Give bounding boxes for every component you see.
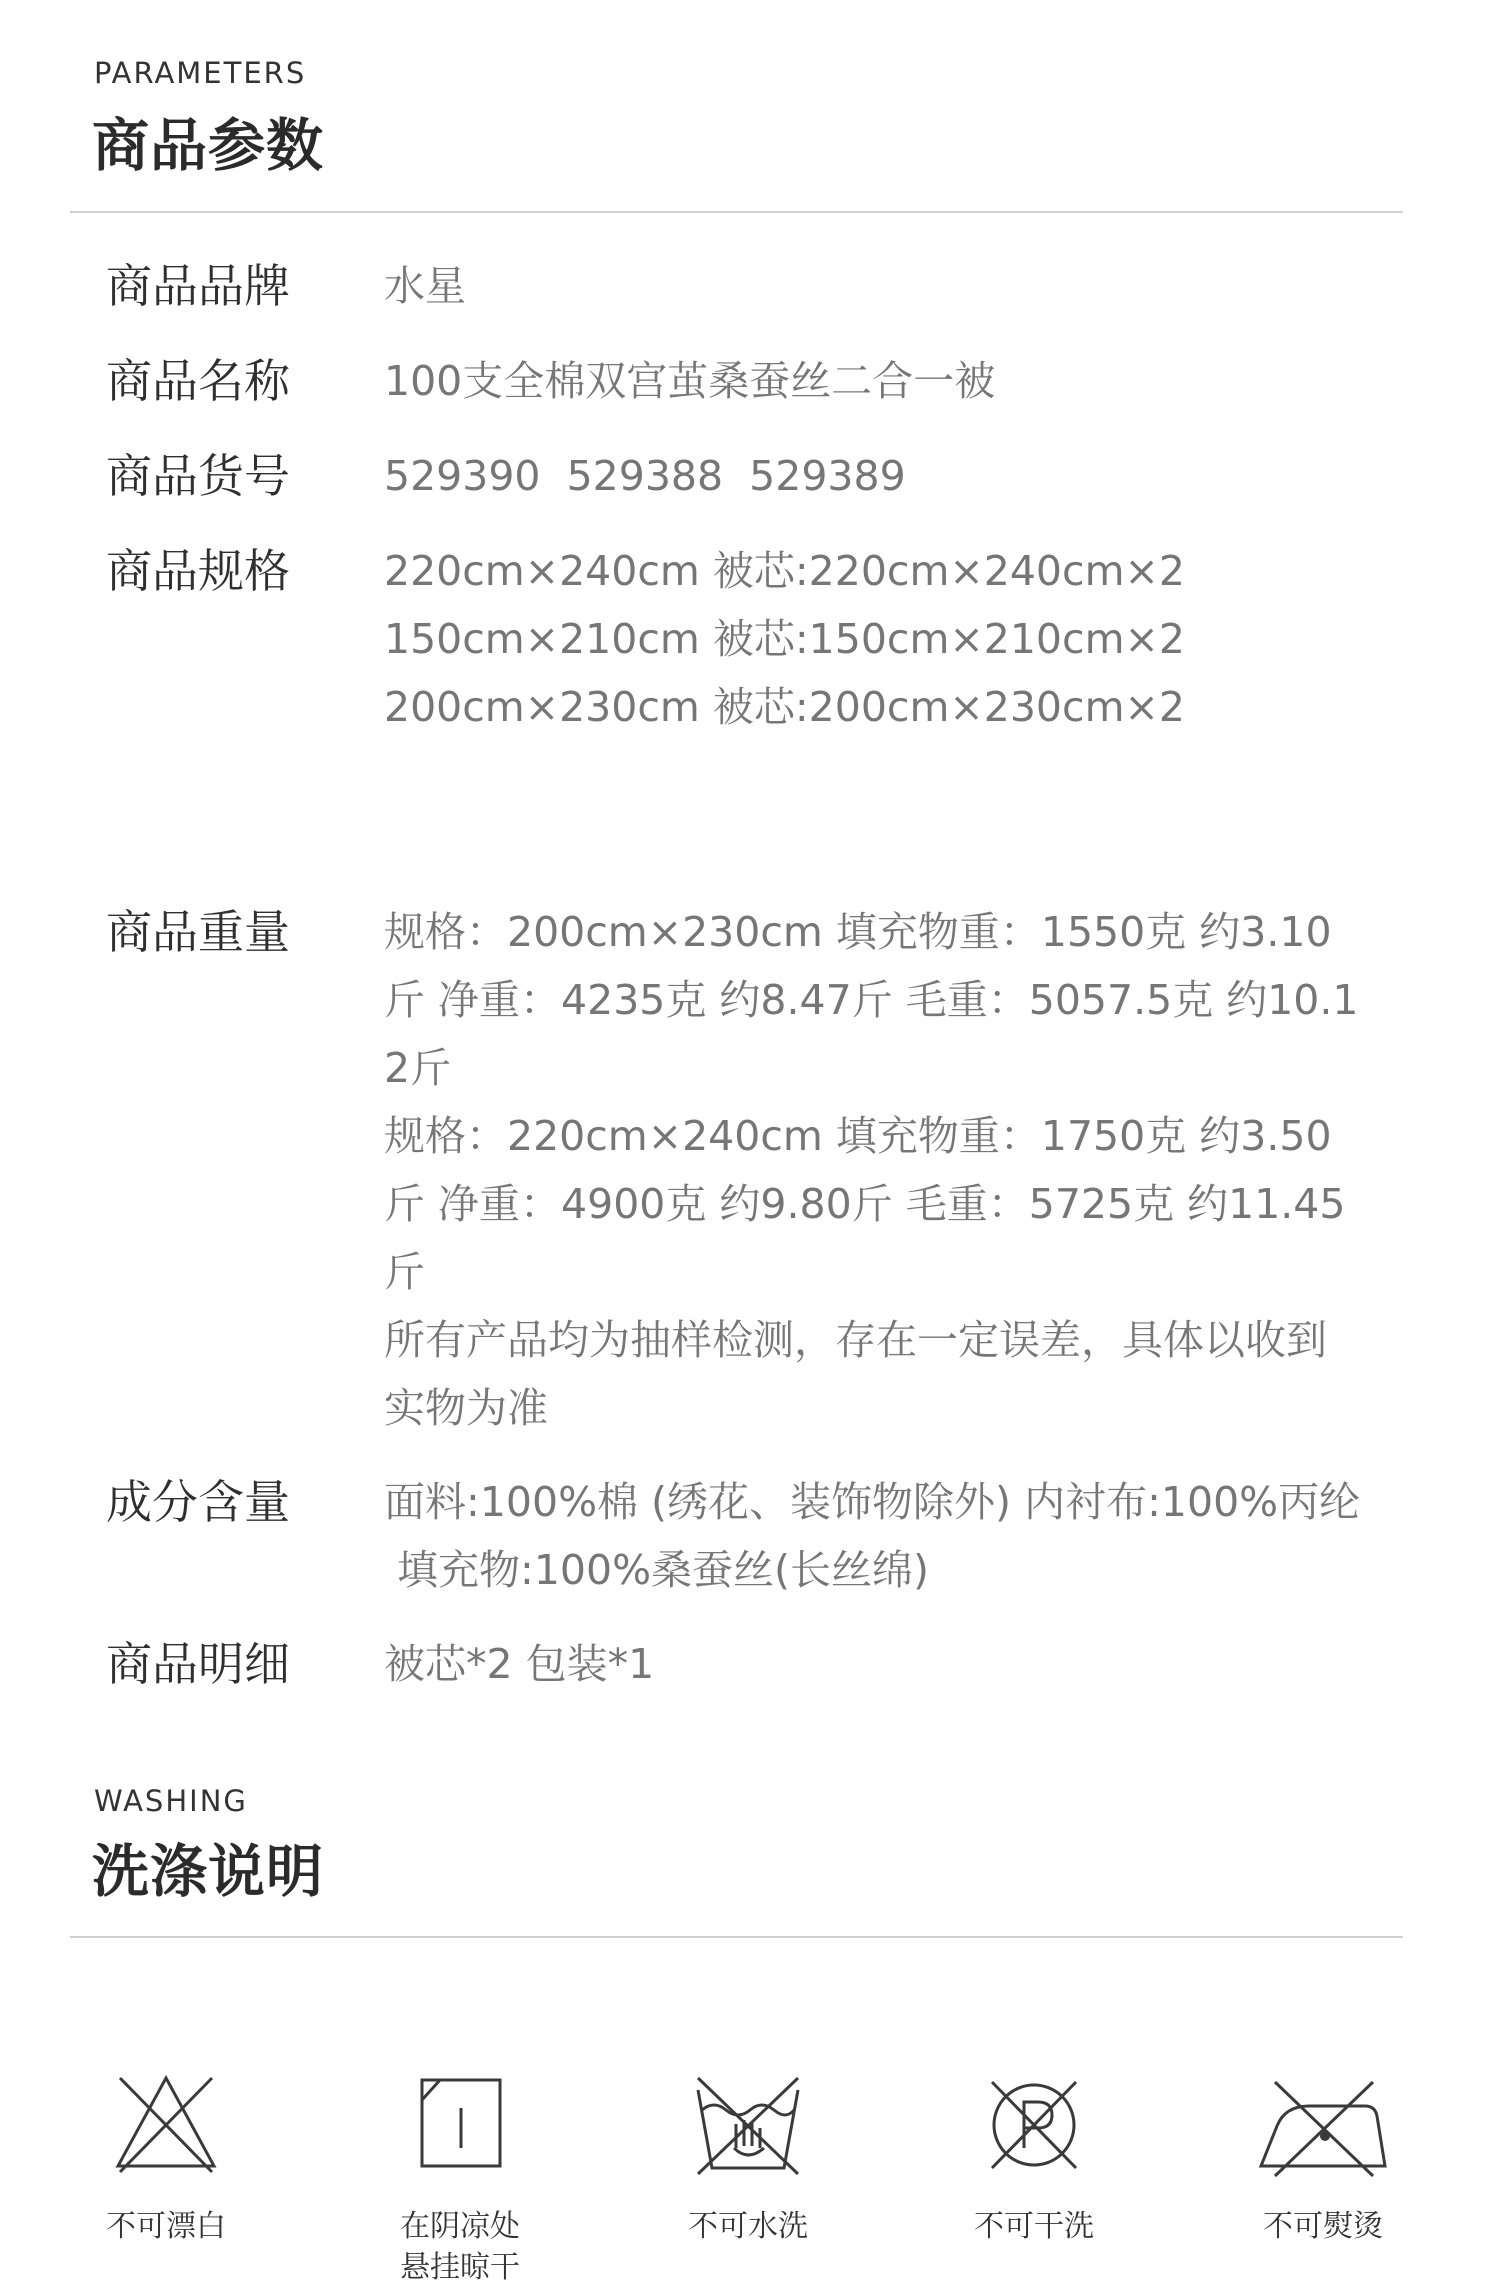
param-value: 面料:100%棉 (绣花、装饰物除外) 内衬布:100%丙纶 填充物:100%桑蚕丝(长丝绵) bbox=[384, 1478, 1361, 1594]
no-bleach-icon bbox=[106, 2070, 226, 2180]
washing-divider bbox=[70, 1936, 1403, 1938]
parameters-en-title: PARAMETERS bbox=[94, 56, 307, 90]
shade-dry-icon bbox=[400, 2070, 520, 2180]
param-value: 220cm×240cm 被芯:220cm×240cm×2 150cm×210cm 被芯:150cm×210cm×2 200cm×230cm 被芯:200cm×230cm×2 bbox=[384, 547, 1185, 731]
washing-en-title: WASHING bbox=[94, 1784, 248, 1818]
no-iron-icon bbox=[1253, 2070, 1393, 2180]
param-label: 商品名称 bbox=[106, 354, 290, 408]
washing-title: 洗涤说明 bbox=[92, 1839, 324, 1905]
param-value: 规格：200cm×230cm 填充物重：1550克 约3.10 斤 净重：4235克 约8.47斤 毛重：5057.5克 约10.1 2斤 规格：220cm×240cm 填充物重：1750克 约3.50 斤 净重：4900克 约9.80斤 毛重：5725克 约11.45 斤 所有产品均为抽样检测，存在一定误差，具体以收到 实物为准 bbox=[384, 908, 1359, 1432]
param-value: 100支全棉双宫茧桑蚕丝二合一被 bbox=[384, 357, 996, 405]
parameters-divider bbox=[70, 211, 1403, 213]
care-item-no-dry-clean bbox=[914, 2070, 1154, 2247]
care-item-no-bleach bbox=[46, 2070, 286, 2247]
param-value: 水星 bbox=[384, 262, 466, 310]
care-caption: 在阴凉处 悬挂晾干 bbox=[400, 2209, 520, 2285]
parameters-title: 商品参数 bbox=[92, 113, 324, 179]
care-caption: 不可水洗 bbox=[688, 2209, 808, 2244]
care-caption: 不可漂白 bbox=[106, 2209, 226, 2244]
care-item-no-iron bbox=[1203, 2070, 1443, 2247]
care-caption: 不可熨烫 bbox=[1263, 2209, 1383, 2244]
param-label: 商品明细 bbox=[106, 1637, 290, 1691]
param-value: 529390 529388 529389 bbox=[384, 452, 906, 500]
param-label: 商品品牌 bbox=[106, 259, 290, 313]
param-label: 商品货号 bbox=[106, 449, 290, 503]
care-caption: 不可干洗 bbox=[974, 2209, 1094, 2244]
care-item-shade-dry bbox=[340, 2070, 580, 2288]
param-label: 成分含量 bbox=[106, 1475, 290, 1529]
no-wash-icon bbox=[688, 2070, 808, 2180]
param-label: 商品规格 bbox=[106, 544, 290, 598]
param-label: 商品重量 bbox=[106, 905, 290, 959]
param-value: 被芯*2 包装*1 bbox=[384, 1640, 655, 1688]
no-dry-clean-icon bbox=[974, 2070, 1094, 2180]
care-item-no-wash bbox=[628, 2070, 868, 2247]
